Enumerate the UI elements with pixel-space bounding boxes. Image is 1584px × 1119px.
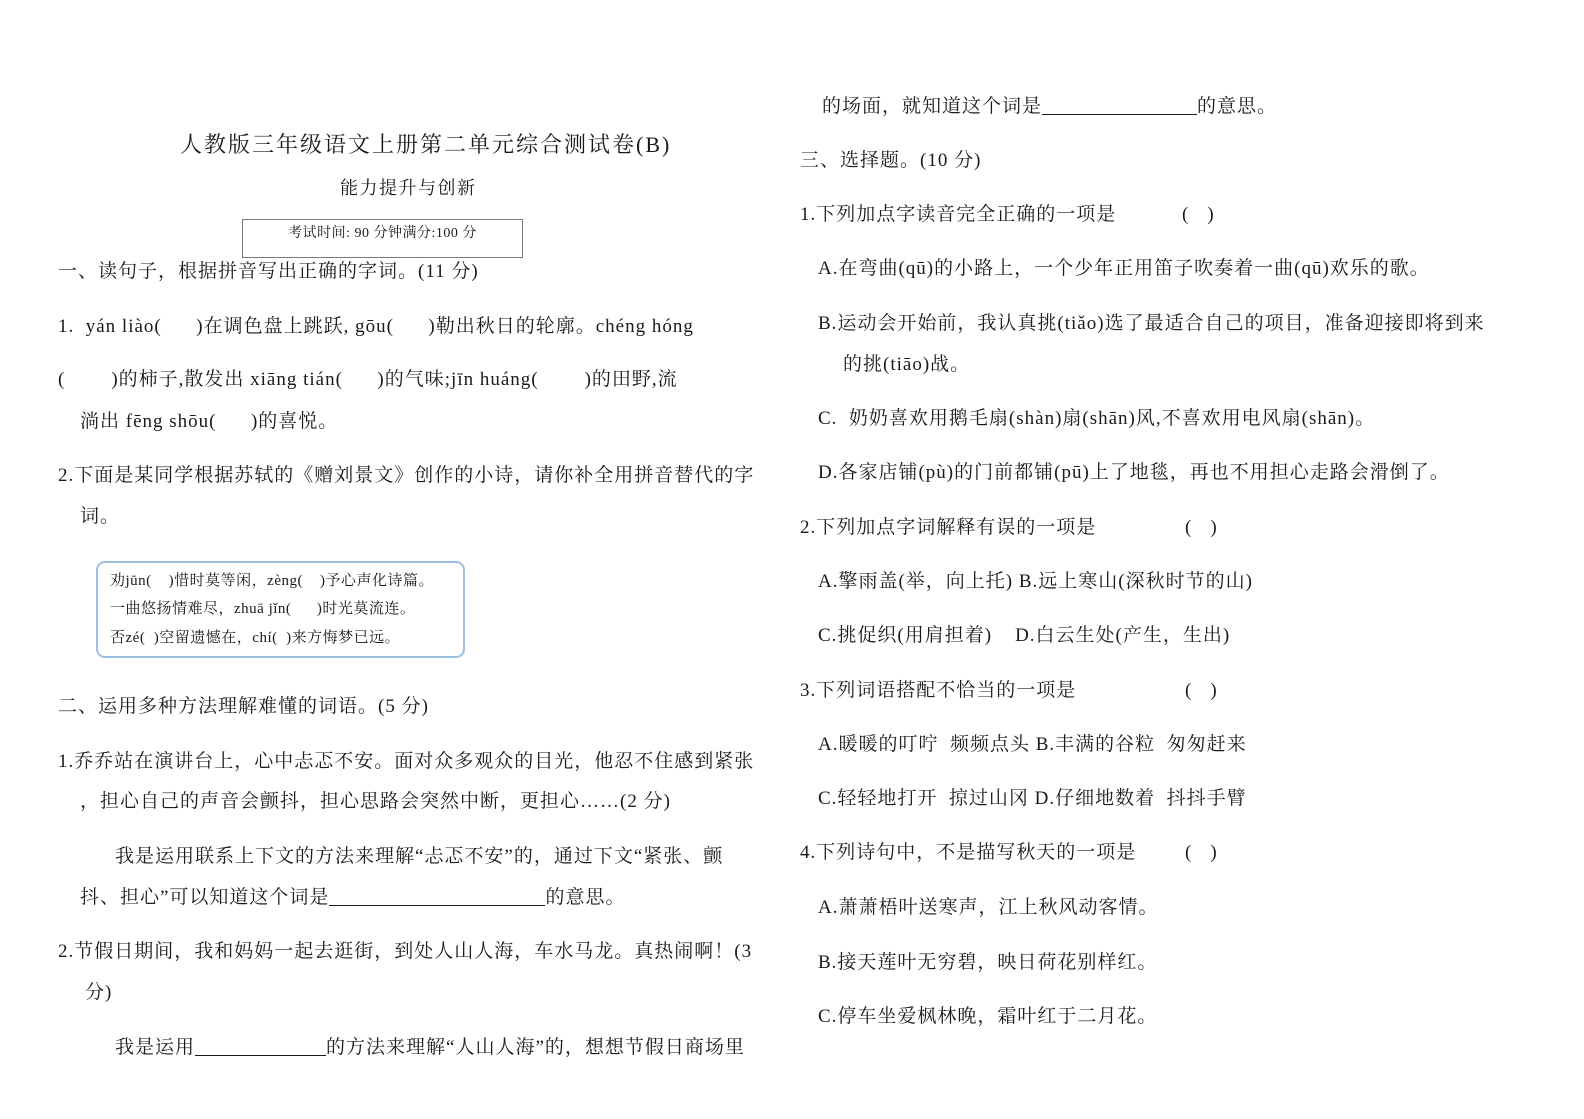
poem-box xyxy=(96,561,465,658)
answer-bracket: ( ) xyxy=(1185,680,1217,701)
option-line: C. 奶奶喜欢用鹅毛扇(shàn)扇(shān)风,不喜欢用电风扇(shān)。 xyxy=(818,408,1376,429)
question-line: 2.节假日期间，我和妈妈一起去逛街，到处人山人海，车水马龙。真热闹啊！(3 xyxy=(58,941,753,962)
exam-info-text: 考试时间: 90 分钟满分:100 分 xyxy=(288,226,477,241)
question-line: 分) xyxy=(85,982,113,1003)
section-heading: 二、运用多种方法理解难懂的词语。(5 分) xyxy=(58,696,429,717)
question-stem: 3.下列词语搭配不恰当的一项是 xyxy=(800,680,1077,701)
answer-text: 抖、担心”可以知道这个词是 xyxy=(80,887,330,908)
option-row: A.擎雨盖(举，向上托) B.远上寒山(深秋时节的山) xyxy=(818,571,1253,592)
answer-text: 的意思。 xyxy=(545,887,626,908)
question-line: 淌出 fēng shōu( )的喜悦。 xyxy=(80,411,339,432)
answer-line: 我是运用联系上下文的方法来理解“忐忑不安”的，通过下文“紧张、颤 xyxy=(115,846,724,867)
question-stem: 1.下列加点字读音完全正确的一项是 xyxy=(800,204,1117,225)
option-row: A.暖暖的叮咛 频频点头 B.丰满的谷粒 匆匆赶来 xyxy=(818,734,1247,755)
question-line: ( )的柿子,散发出 xiāng tián( )的气味;jīn huáng( )的田野,流 xyxy=(58,369,678,390)
answer-line xyxy=(822,95,1277,119)
answer-bracket: ( ) xyxy=(1182,204,1214,225)
question-line: 1.乔乔站在演讲台上，心中忐忑不安。面对众多观众的目光，他忍不住感到紧张 xyxy=(58,751,755,772)
option-line: D.各家店铺(pù)的门前都铺(pū)上了地毯，再也不用担心走路会滑倒了。 xyxy=(818,462,1450,483)
section-heading: 三、选择题。(10 分) xyxy=(800,150,982,171)
exam-info-box xyxy=(242,219,523,258)
answer-line xyxy=(115,1036,745,1060)
poem-line: 劝jūn( )惜时莫等闲，zèng( )予心声化诗篇。 xyxy=(110,573,434,589)
option-line: B.运动会开始前，我认真挑(tiǎo)选了最适合自己的项目，准备迎接即将到来 xyxy=(818,313,1485,334)
poem-line: 一曲悠扬情难尽，zhuā jǐn( )时光莫流连。 xyxy=(110,601,416,617)
answer-blank xyxy=(195,1055,326,1056)
answer-text: 的场面，就知道这个词是 xyxy=(822,96,1043,117)
question-stem: 4.下列诗句中，不是描写秋天的一项是 xyxy=(800,842,1137,863)
option-line: C.停车坐爱枫林晚，霜叶红于二月花。 xyxy=(818,1006,1158,1027)
answer-line xyxy=(80,886,625,910)
answer-text: 的方法来理解“人山人海”的，想想节假日商场里 xyxy=(326,1037,745,1058)
question-line: 1. yán liào( )在调色盘上跳跃, gōu( )勒出秋日的轮廓。chéng hóng xyxy=(58,316,694,337)
question-line: 词。 xyxy=(80,506,121,527)
answer-text: 的意思。 xyxy=(1197,96,1278,117)
question-line: 2.下面是某同学根据苏轼的《赠刘景文》创作的小诗，请你补全用拼音替代的字 xyxy=(58,465,755,486)
poem-line: 否zé( )空留遗憾在，chí( )来方悔梦已远。 xyxy=(110,630,401,646)
option-line: 的挑(tiāo)战。 xyxy=(843,354,971,375)
option-line: A.萧萧梧叶送寒声，江上秋风动客情。 xyxy=(818,897,1159,918)
answer-text: 我是运用 xyxy=(115,1037,196,1058)
page-subtitle: 能力提升与创新 xyxy=(340,178,477,198)
question-line: ，担心自己的声音会颤抖，担心思路会突然中断，更担心……(2 分) xyxy=(80,791,671,812)
option-row: C.轻轻地打开 掠过山冈 D.仔细地数着 抖抖手臂 xyxy=(818,788,1247,809)
answer-blank xyxy=(329,905,545,906)
answer-bracket: ( ) xyxy=(1185,517,1217,538)
option-line: B.接天莲叶无穷碧，映日荷花别样红。 xyxy=(818,952,1158,973)
page-title: 人教版三年级语文上册第二单元综合测试卷(B) xyxy=(180,132,672,157)
section-heading: 一、读句子，根据拼音写出正确的字词。(11 分) xyxy=(58,261,479,282)
answer-bracket: ( ) xyxy=(1185,842,1217,863)
option-line: A.在弯曲(qū)的小路上，一个少年正用笛子吹奏着一曲(qū)欢乐的歌。 xyxy=(818,258,1430,279)
option-row: C.挑促织(用肩担着) D.白云生处(产生，生出) xyxy=(818,625,1231,646)
answer-blank xyxy=(1042,114,1197,115)
question-stem: 2.下列加点字词解释有误的一项是 xyxy=(800,517,1097,538)
